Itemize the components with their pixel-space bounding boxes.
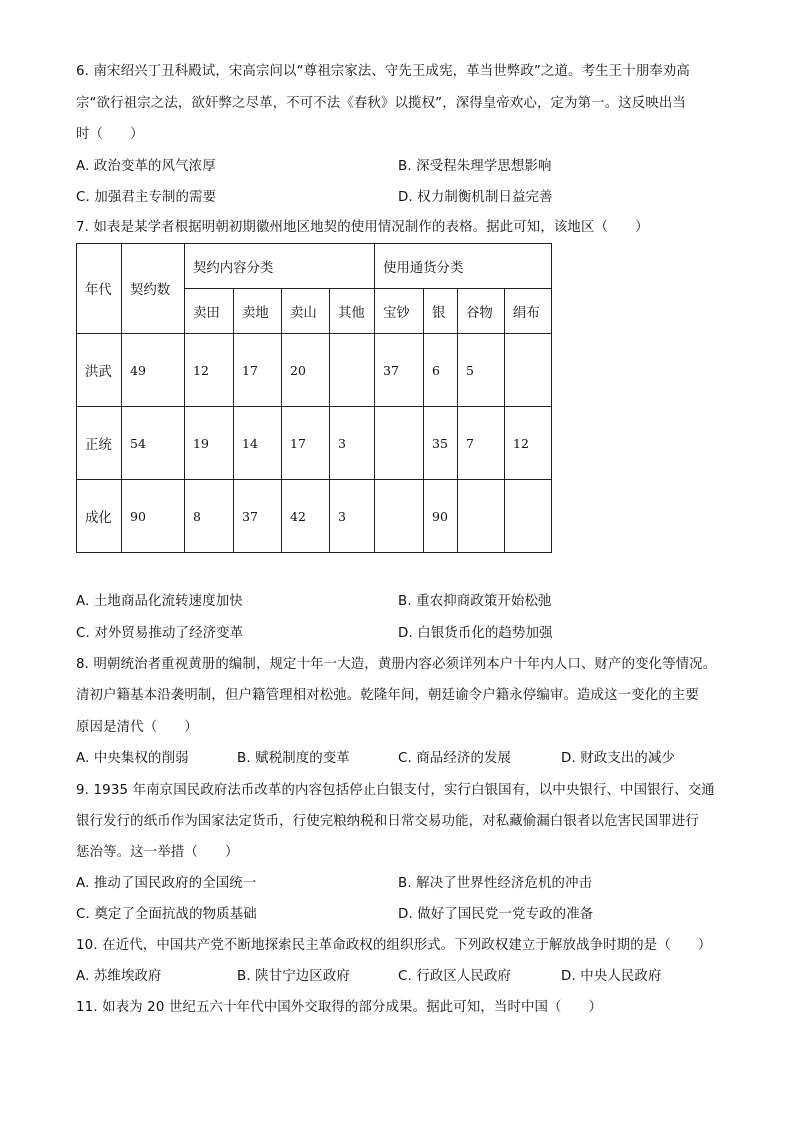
cell: 12 bbox=[185, 334, 234, 407]
cell bbox=[458, 480, 505, 553]
q8-stem-line-2: 清初户籍基本沿袭明制，但户籍管理相对松弛。乾隆年间，朝廷谕令户籍永停编审。造成这一变化的主要 bbox=[76, 688, 699, 703]
q6-option-a[interactable]: A. 政治变革的风气浓厚 bbox=[76, 159, 216, 174]
cell: 90 bbox=[424, 480, 458, 553]
q6-option-c[interactable]: C. 加强君主专制的需要 bbox=[76, 190, 217, 205]
cell bbox=[330, 334, 375, 407]
row-count: 49 bbox=[122, 334, 185, 407]
cell: 37 bbox=[234, 480, 282, 553]
row-year: 成化 bbox=[77, 480, 122, 553]
header-paper-money: 宝钞 bbox=[375, 289, 424, 334]
q8-stem-line-3: 原因是清代（ ） bbox=[76, 720, 198, 735]
q7-option-d[interactable]: D. 白银货币化的趋势加强 bbox=[398, 626, 553, 641]
q9-option-c[interactable]: C. 奠定了全面抗战的物质基础 bbox=[76, 907, 257, 922]
q7-option-b[interactable]: B. 重农抑商政策开始松弛 bbox=[398, 594, 552, 609]
row-count: 90 bbox=[122, 480, 185, 553]
q7-stem: 7. 如表是某学者根据明朝初期徽州地区地契的使用情况制作的表格。据此可知，该地区（ ） bbox=[76, 220, 649, 235]
q6-stem-line-1: 6. 南宋绍兴丁丑科殿试，宋高宗问以“尊祖宗家法、守先王成宪，革当世弊政”之道。考生王十朋奉劝高 bbox=[76, 64, 690, 79]
header-sell-mountain: 卖山 bbox=[282, 289, 330, 334]
q7-option-c[interactable]: C. 对外贸易推动了经济变革 bbox=[76, 626, 244, 641]
table-row bbox=[77, 407, 552, 480]
cell: 17 bbox=[234, 334, 282, 407]
q8-option-a[interactable]: A. 中央集权的削弱 bbox=[76, 751, 189, 766]
row-year: 洪武 bbox=[77, 334, 122, 407]
cell bbox=[505, 480, 552, 553]
header-silver: 银 bbox=[424, 289, 458, 334]
q9-stem-line-1: 9. 1935 年南京国民政府法币改革的内容包括停止白银支付，实行白银国有，以中央银行、中国银行、交通 bbox=[76, 783, 715, 798]
q10-stem: 10. 在近代，中国共产党不断地探索民主革命政权的组织形式。下列政权建立于解放战争时期的是（ ） bbox=[76, 938, 712, 953]
cell bbox=[505, 334, 552, 407]
q6-stem-line-3: 时（ ） bbox=[76, 127, 144, 142]
row-count: 54 bbox=[122, 407, 185, 480]
cell: 12 bbox=[505, 407, 552, 480]
header-count: 契约数 bbox=[122, 244, 185, 334]
header-currency-group: 使用通货分类 bbox=[375, 244, 552, 289]
cell bbox=[375, 407, 424, 480]
q11-stem: 11. 如表为 20 世纪五六十年代中国外交取得的部分成果。据此可知，当时中国（ ） bbox=[76, 1000, 603, 1015]
header-grain: 谷物 bbox=[458, 289, 505, 334]
q10-option-b[interactable]: B. 陕甘宁边区政府 bbox=[237, 969, 350, 984]
q8-option-d[interactable]: D. 财政支出的减少 bbox=[561, 751, 676, 766]
q7-option-a[interactable]: A. 土地商品化流转速度加快 bbox=[76, 594, 243, 609]
q8-option-b[interactable]: B. 赋税制度的变革 bbox=[237, 751, 350, 766]
q9-option-a[interactable]: A. 推动了国民政府的全国统一 bbox=[76, 876, 257, 891]
cell: 5 bbox=[458, 334, 505, 407]
cell: 42 bbox=[282, 480, 330, 553]
cell: 6 bbox=[424, 334, 458, 407]
q10-option-d[interactable]: D. 中央人民政府 bbox=[561, 969, 662, 984]
cell bbox=[375, 480, 424, 553]
cell: 20 bbox=[282, 334, 330, 407]
q9-stem-line-2: 银行发行的纸币作为国家法定货币，行使完粮纳税和日常交易功能，对私藏偷漏白银者以危害民国罪进行 bbox=[76, 814, 699, 829]
q9-option-d[interactable]: D. 做好了国民党一党专政的准备 bbox=[398, 907, 594, 922]
table-row bbox=[77, 334, 552, 407]
q7-deed-table bbox=[76, 243, 552, 553]
header-sell-land: 卖地 bbox=[234, 289, 282, 334]
q10-option-a[interactable]: A. 苏维埃政府 bbox=[76, 969, 162, 984]
q6-stem-line-2: 宗“欲行祖宗之法，欲奸弊之尽革，不可不法《春秋》以揽权”，深得皇帝欢心，定为第一。这反映出当 bbox=[76, 96, 686, 111]
cell: 3 bbox=[330, 407, 375, 480]
cell: 3 bbox=[330, 480, 375, 553]
cell: 14 bbox=[234, 407, 282, 480]
header-other: 其他 bbox=[330, 289, 375, 334]
cell: 19 bbox=[185, 407, 234, 480]
header-year: 年代 bbox=[77, 244, 122, 334]
table-row bbox=[77, 480, 552, 553]
q6-option-b[interactable]: B. 深受程朱理学思想影响 bbox=[398, 159, 552, 174]
cell: 35 bbox=[424, 407, 458, 480]
header-sell-field: 卖田 bbox=[185, 289, 234, 334]
cell: 7 bbox=[458, 407, 505, 480]
q9-stem-line-3: 惩治等。这一举措（ ） bbox=[76, 845, 239, 860]
cell: 37 bbox=[375, 334, 424, 407]
q8-stem-line-1: 8. 明朝统治者重视黄册的编制，规定十年一大造，黄册内容必须详列本户十年内人口、财产的变化等情况。 bbox=[76, 657, 717, 672]
cell: 8 bbox=[185, 480, 234, 553]
header-content-group: 契约内容分类 bbox=[185, 244, 375, 289]
header-silk: 绢布 bbox=[505, 289, 552, 334]
q10-option-c[interactable]: C. 行政区人民政府 bbox=[398, 969, 512, 984]
q8-option-c[interactable]: C. 商品经济的发展 bbox=[398, 751, 512, 766]
row-year: 正统 bbox=[77, 407, 122, 480]
q9-option-b[interactable]: B. 解决了世界性经济危机的冲击 bbox=[398, 876, 593, 891]
cell: 17 bbox=[282, 407, 330, 480]
q6-option-d[interactable]: D. 权力制衡机制日益完善 bbox=[398, 190, 553, 205]
